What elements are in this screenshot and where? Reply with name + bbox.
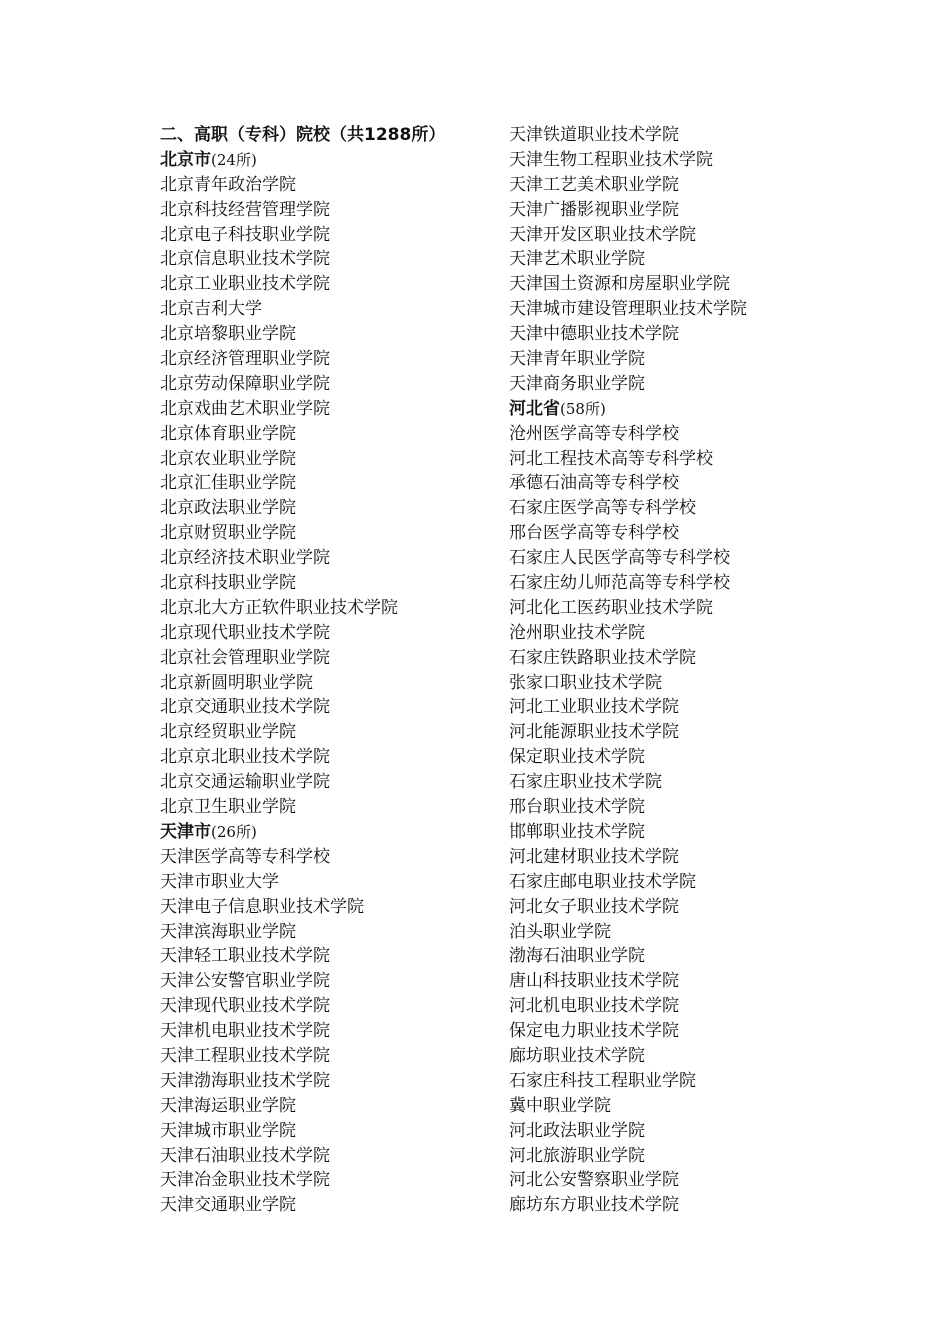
list-item: 河北公安警察职业学院	[509, 1170, 679, 1191]
list-item: 北京科技经营管理学院	[160, 199, 330, 220]
list-item: 石家庄幼儿师范高等专科学校	[509, 573, 730, 594]
section-name: 河北省	[509, 398, 560, 419]
list-item: 天津电子信息职业技术学院	[160, 896, 364, 917]
list-item: 保定电力职业技术学院	[509, 1021, 679, 1042]
list-item: 北京电子科技职业学院	[160, 224, 330, 245]
list-item: 冀中职业学院	[509, 1095, 611, 1116]
section-heading	[509, 397, 889, 422]
list-item: 沧州医学高等专科学校	[509, 423, 679, 444]
list-item: 邯郸职业技术学院	[509, 821, 645, 842]
list-item: 北京交通职业技术学院	[160, 697, 330, 718]
list-item: 北京社会管理职业学院	[160, 647, 330, 668]
list-item: 河北女子职业技术学院	[509, 896, 679, 917]
list-item: 泊头职业学院	[509, 921, 611, 942]
list-item: 北京工业职业技术学院	[160, 274, 330, 295]
right-column	[509, 123, 889, 1218]
list-item: 保定职业技术学院	[509, 747, 645, 768]
section-heading	[160, 820, 540, 845]
list-item: 北京信息职业技术学院	[160, 249, 330, 270]
list-item: 张家口职业技术学院	[509, 672, 662, 693]
list-item: 河北工程技术高等专科学校	[509, 448, 713, 469]
list-item: 天津商务职业学院	[509, 373, 645, 394]
list-item: 廊坊东方职业技术学院	[509, 1195, 679, 1216]
list-item: 河北能源职业技术学院	[509, 722, 679, 743]
list-item: 北京经贸职业学院	[160, 722, 296, 743]
list-item: 北京戏曲艺术职业学院	[160, 398, 330, 419]
list-item: 北京汇佳职业学院	[160, 473, 296, 494]
section-heading	[160, 148, 540, 173]
list-item: 承德石油高等专科学校	[509, 473, 679, 494]
list-item: 石家庄铁路职业技术学院	[509, 647, 696, 668]
section-name: 北京市	[160, 149, 211, 170]
list-item: 天津工艺美术职业学院	[509, 174, 679, 195]
list-item: 北京交通运输职业学院	[160, 772, 330, 793]
list-item: 北京经济管理职业学院	[160, 349, 330, 370]
list-item: 天津滨海职业学院	[160, 921, 296, 942]
list-item: 天津中德职业技术学院	[509, 324, 679, 345]
left-column	[160, 123, 540, 1218]
list-item: 河北政法职业学院	[509, 1120, 645, 1141]
list-item: 天津医学高等专科学校	[160, 846, 330, 867]
list-item: 石家庄人民医学高等专科学校	[509, 548, 730, 569]
list-item: 北京农业职业学院	[160, 448, 296, 469]
list-item: 邢台医学高等专科学校	[509, 523, 679, 544]
list-item: 石家庄职业技术学院	[509, 772, 662, 793]
list-item: 北京劳动保障职业学院	[160, 373, 330, 394]
list-item: 石家庄医学高等专科学校	[509, 498, 696, 519]
list-item: 渤海石油职业学院	[509, 946, 645, 967]
list-item: 北京青年政治学院	[160, 174, 296, 195]
list-item: 北京科技职业学院	[160, 573, 296, 594]
list-item: 河北工业职业技术学院	[509, 697, 679, 718]
list-item: 天津石油职业技术学院	[160, 1145, 330, 1166]
list-item: 北京新圆明职业学院	[160, 672, 313, 693]
list-item: 天津海运职业学院	[160, 1095, 296, 1116]
list-item: 天津城市职业学院	[160, 1120, 296, 1141]
list-item: 北京卫生职业学院	[160, 797, 296, 818]
list-item: 天津公安警官职业学院	[160, 971, 330, 992]
list-item: 邢台职业技术学院	[509, 797, 645, 818]
list-item: 天津生物工程职业技术学院	[509, 149, 713, 170]
section-name: 天津市	[160, 821, 211, 842]
list-item: 北京政法职业学院	[160, 498, 296, 519]
list-item: 天津工程职业技术学院	[160, 1045, 330, 1066]
list-item: 北京经济技术职业学院	[160, 548, 330, 569]
section-count: (24所)	[211, 150, 257, 169]
list-item: 天津交通职业学院	[160, 1195, 296, 1216]
list-item: 天津开发区职业技术学院	[509, 224, 696, 245]
list-item: 石家庄邮电职业技术学院	[509, 871, 696, 892]
list-item: 唐山科技职业技术学院	[509, 971, 679, 992]
list-item: 天津艺术职业学院	[509, 249, 645, 270]
list-item: 天津渤海职业技术学院	[160, 1070, 330, 1091]
list-item: 天津铁道职业技术学院	[509, 125, 679, 145]
list-item: 天津冶金职业技术学院	[160, 1170, 330, 1191]
list-item: 天津市职业大学	[160, 871, 279, 892]
list-item: 北京现代职业技术学院	[160, 622, 330, 643]
list-item: 天津青年职业学院	[509, 349, 645, 370]
list-item: 石家庄科技工程职业学院	[509, 1070, 696, 1091]
list-item: 沧州职业技术学院	[509, 622, 645, 643]
list-item: 北京京北职业技术学院	[160, 747, 330, 768]
list-item: 天津现代职业技术学院	[160, 996, 330, 1017]
list-item: 河北机电职业技术学院	[509, 996, 679, 1017]
list-item: 河北建材职业技术学院	[509, 846, 679, 867]
list-item: 北京北大方正软件职业技术学院	[160, 597, 398, 618]
section-count: (26所)	[211, 822, 257, 841]
list-item: 天津轻工职业技术学院	[160, 946, 330, 967]
list-item: 天津城市建设管理职业技术学院	[509, 299, 747, 320]
list-item: 河北化工医药职业技术学院	[509, 597, 713, 618]
list-item: 北京吉利大学	[160, 299, 262, 320]
list-item: 北京培黎职业学院	[160, 324, 296, 345]
list-item: 河北旅游职业学院	[509, 1145, 645, 1166]
list-item: 天津广播影视职业学院	[509, 199, 679, 220]
section-count: (58所)	[560, 399, 606, 418]
list-item: 廊坊职业技术学院	[509, 1045, 645, 1066]
list-item: 北京体育职业学院	[160, 423, 296, 444]
list-item: 天津国土资源和房屋职业学院	[509, 274, 730, 295]
list-item: 天津机电职业技术学院	[160, 1021, 330, 1042]
list-item: 北京财贸职业学院	[160, 523, 296, 544]
document-heading: 二、高职（专科）院校（共1288所）	[160, 125, 446, 145]
